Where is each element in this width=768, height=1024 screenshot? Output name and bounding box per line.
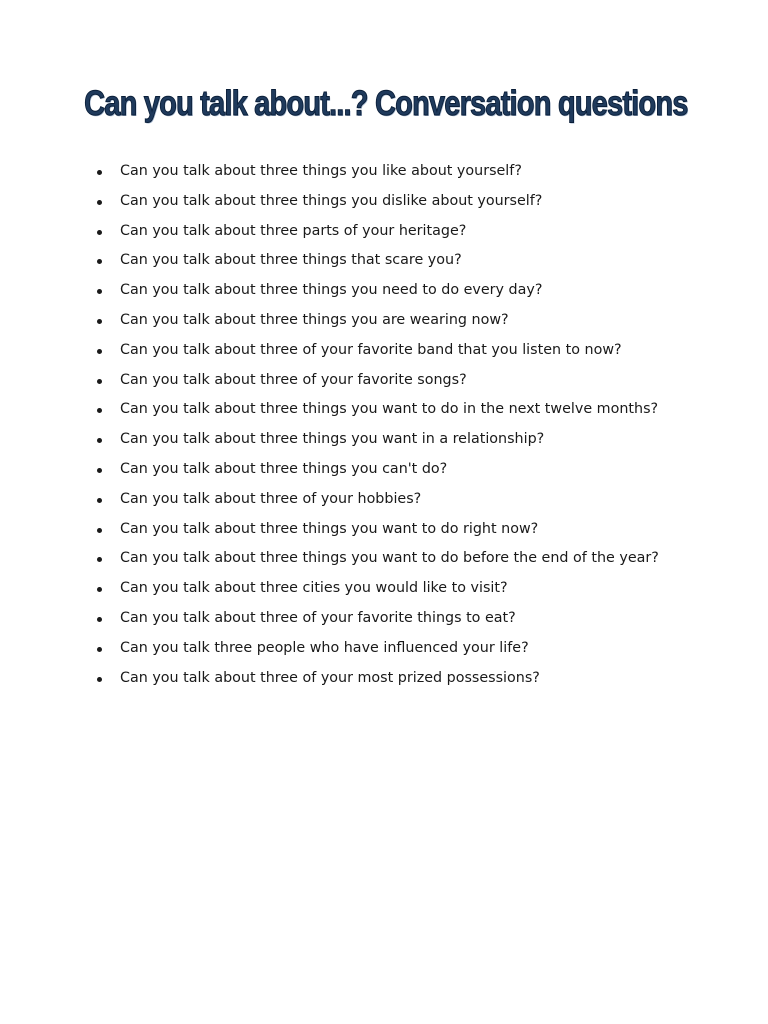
list-item: [93, 544, 659, 574]
question-text: Can you talk about three things you are wearing now?: [120, 311, 509, 328]
list-item: [93, 336, 659, 366]
bullet-icon: [97, 468, 102, 473]
list-item: [93, 425, 659, 455]
bullet-icon: [97, 528, 102, 533]
bullet-icon: [97, 289, 102, 294]
bullet-icon: [97, 408, 102, 413]
bullet-icon: [97, 200, 102, 205]
list-item: [93, 157, 659, 187]
list-item: [93, 664, 659, 694]
list-item: [93, 634, 659, 664]
list-item: [93, 604, 659, 634]
list-item: [93, 246, 659, 276]
question-text: Can you talk about three parts of your heritage?: [120, 222, 467, 239]
list-item: [93, 217, 659, 247]
list-item: [93, 306, 659, 336]
bullet-icon: [97, 587, 102, 592]
bullet-icon: [97, 557, 102, 562]
question-text: Can you talk about three cities you would like to visit?: [120, 580, 508, 597]
bullet-icon: [97, 438, 102, 443]
question-text: Can you talk three people who have influenced your life?: [120, 639, 529, 656]
question-text: Can you talk about three of your favorite band that you listen to now?: [120, 341, 622, 358]
bullet-icon: [97, 379, 102, 384]
list-item: [93, 574, 659, 604]
list-item: [93, 485, 659, 515]
question-text: Can you talk about three things you dislike about yourself?: [120, 192, 543, 209]
bullet-icon: [97, 617, 102, 622]
list-item: [93, 187, 659, 217]
question-text: Can you talk about three things you want in a relationship?: [120, 431, 545, 448]
question-text: Can you talk about three of your favorite songs?: [120, 371, 467, 388]
page-title: Can you talk about...? Conversation questions: [84, 84, 688, 123]
questions-list: [93, 157, 659, 693]
list-item: [93, 515, 659, 545]
question-text: Can you talk about three things you can't do?: [120, 460, 448, 477]
question-text: Can you talk about three things you want to do in the next twelve months?: [120, 401, 659, 418]
bullet-icon: [97, 349, 102, 354]
list-item: [93, 455, 659, 485]
question-text: Can you talk about three things you need to do every day?: [120, 282, 543, 299]
question-text: Can you talk about three things you like about yourself?: [120, 163, 522, 179]
question-text: Can you talk about three of your hobbies?: [120, 490, 422, 507]
question-text: Can you talk about three of your most prized possessions?: [120, 669, 540, 686]
bullet-icon: [97, 259, 102, 264]
bullet-icon: [97, 170, 102, 175]
bullet-icon: [97, 230, 102, 235]
list-item: [93, 395, 659, 425]
bullet-icon: [97, 647, 102, 652]
bullet-icon: [97, 319, 102, 324]
bullet-icon: [97, 677, 102, 682]
question-text: Can you talk about three things you want to do right now?: [120, 520, 539, 537]
question-text: Can you talk about three of your favorite things to eat?: [120, 609, 516, 626]
list-item: [93, 366, 659, 396]
bullet-icon: [97, 498, 102, 503]
question-text: Can you talk about three things you want to do before the end of the year?: [120, 550, 659, 567]
list-item: [93, 276, 659, 306]
question-text: Can you talk about three things that scare you?: [120, 252, 462, 269]
